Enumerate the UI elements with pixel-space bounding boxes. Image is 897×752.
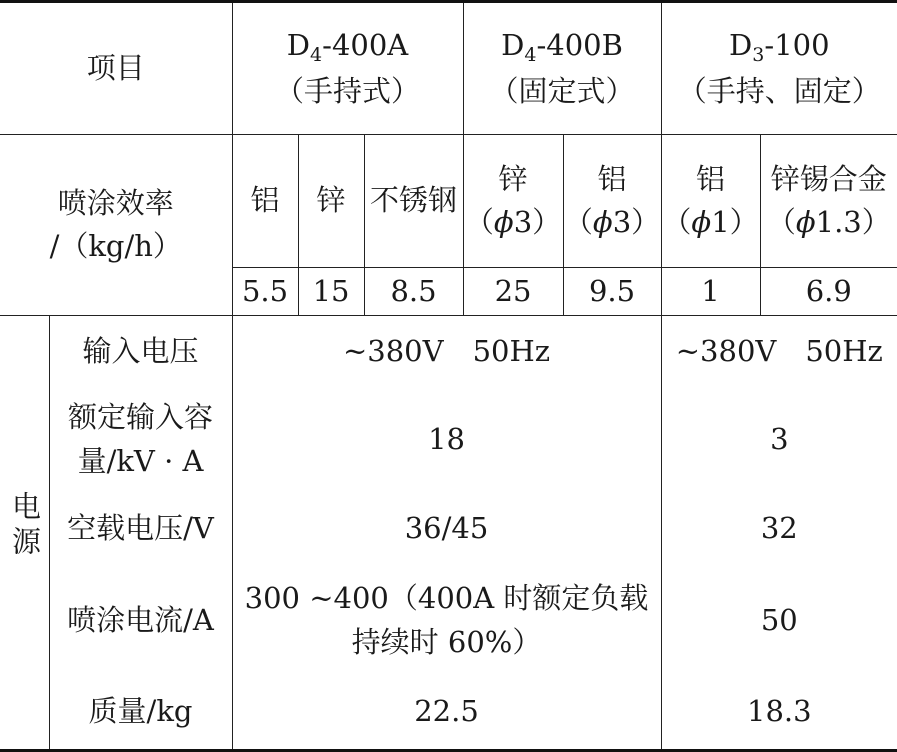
power-row-label: 质量/kg (49, 675, 232, 751)
power-group-label-cell (0, 316, 49, 751)
efficiency-value: 15 (298, 268, 364, 316)
d4-value: 22.5 (232, 675, 661, 751)
efficiency-value: 9.5 (563, 268, 661, 316)
d3-value: 18.3 (661, 675, 897, 751)
efficiency-value: 8.5 (364, 268, 463, 316)
material-spec: （ϕ3） (563, 205, 661, 239)
material-name: 锌锡合金 (770, 161, 887, 196)
material-cell (298, 135, 364, 268)
material-cell (563, 135, 661, 268)
d3-value: 32 (661, 492, 897, 567)
model-mode: （手持、固定） (677, 73, 881, 108)
model-name: $D_3-100$ (729, 28, 830, 66)
efficiency-unit: /（kg/h） (49, 229, 182, 263)
material-spec: （ϕ1） (662, 205, 759, 239)
model-d4-400a-header (232, 2, 463, 135)
material-spec: （ϕ3） (464, 205, 562, 239)
material-cell (364, 135, 463, 268)
power-row-label: 输入电压 (49, 316, 232, 388)
d3-value: ~380V 50Hz (661, 316, 897, 388)
efficiency-label-cell (0, 135, 232, 316)
material-spec: （ϕ1.3） (766, 205, 891, 239)
model-name: $D_4-400B$ (501, 28, 623, 66)
d4-value: ~380V 50Hz (232, 316, 661, 388)
efficiency-value: 6.9 (760, 268, 897, 316)
efficiency-value: 1 (661, 268, 760, 316)
material-name: 铝 (250, 183, 280, 218)
d4-value: 300 ~400（400A 时额定负载 持续时 60%） (232, 567, 661, 675)
material-name: 锌 (316, 183, 346, 218)
power-row-label: 喷涂电流/A (49, 567, 232, 675)
material-cell (463, 135, 563, 268)
efficiency-label: 喷涂效率 (57, 185, 174, 220)
d3-value: 50 (661, 567, 897, 675)
material-name: 锌 (498, 161, 528, 196)
material-cell (661, 135, 760, 268)
d4-value: 36/45 (232, 492, 661, 567)
material-cell (760, 135, 897, 268)
d3-value: 3 (661, 388, 897, 492)
model-mode: （固定式） (489, 73, 635, 108)
material-name: 不锈钢 (370, 183, 458, 218)
header-item-label: 项目 (86, 50, 145, 85)
power-group-label: 电源 (8, 491, 42, 562)
model-name: $D_4-400A$ (286, 28, 409, 66)
material-cell (232, 135, 298, 268)
power-row-label: 空载电压/V (49, 492, 232, 567)
model-mode: （手持式） (275, 73, 421, 108)
header-item-cell (0, 2, 232, 135)
material-name: 铝 (597, 161, 627, 196)
power-row-label: 额定输入容 量/kV · A (49, 388, 232, 492)
model-d3-100-header (661, 2, 897, 135)
d4-value: 18 (232, 388, 661, 492)
efficiency-value: 5.5 (232, 268, 298, 316)
efficiency-value: 25 (463, 268, 563, 316)
model-d4-400b-header (463, 2, 661, 135)
material-name: 铝 (696, 161, 726, 196)
